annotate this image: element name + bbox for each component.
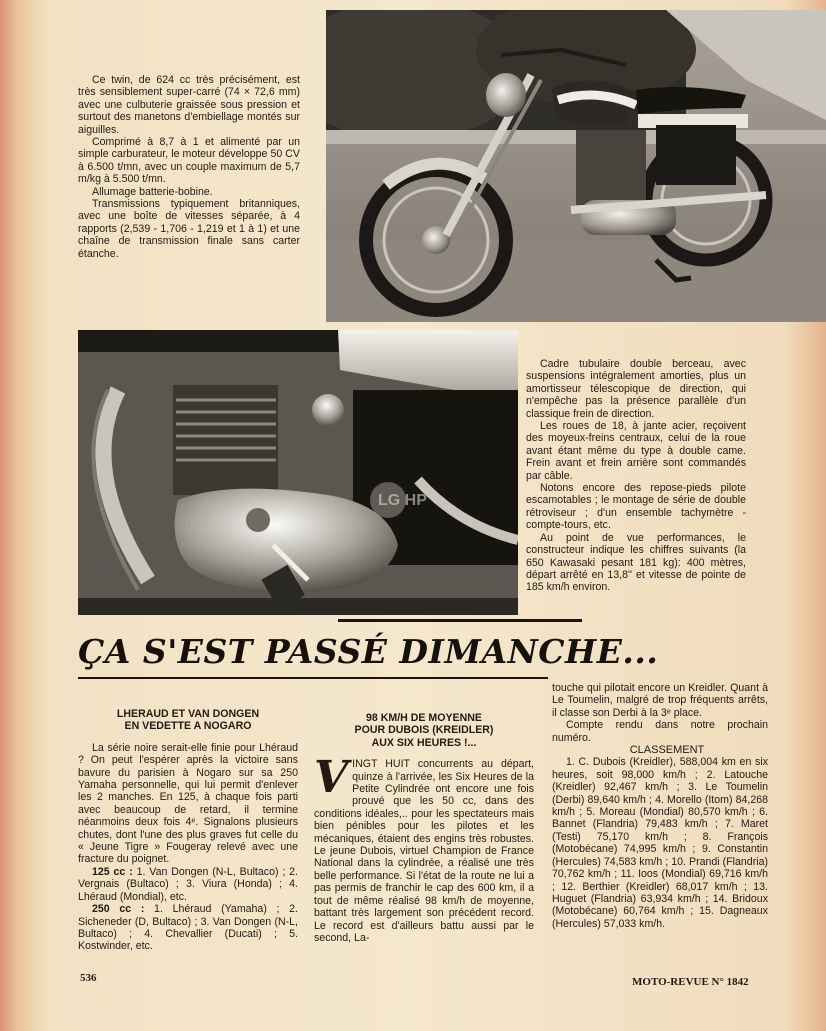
engine-photo xyxy=(78,330,518,615)
six-heures-paragraph xyxy=(314,752,534,944)
engine-illustration xyxy=(78,330,518,615)
watermark-text: LG HP xyxy=(378,492,427,509)
six-heures-heading-line1: 98 KM/H DE MOYENNE xyxy=(366,712,482,724)
results-125-list: 1. Van Dongen (N-L, Bultaco) ; 2. Vergnais (Bultaco) ; 3. Viura (Honda) ; 4. Lhéraud (Mondial), etc. xyxy=(78,865,299,903)
page-number: 536 xyxy=(80,972,97,984)
headline-underline xyxy=(78,677,548,679)
continuation-paragraph: touche qui pilotait encore un Kreidler. Quant à Le Toumelin, malgré de trop fréquents arrêts, il classe son Derbi à la 3ᵉ place. xyxy=(552,682,768,719)
results-250 xyxy=(78,903,298,953)
frame-paragraph: Notons encore des repose-pieds pilote escamotables ; le montage de série de double rétroviseur ; d'un ensemble tachymètre - compte-tours, etc. xyxy=(526,482,746,532)
intro-paragraph: Transmissions typiquement britanniques, avec une boîte de vitesses séparée, à 4 rapports (2,539 - 1,706 - 1,219 et 1 à 1) et une chaîne de transmission finale sans carter étanche. xyxy=(78,198,300,260)
dropcap-letter: V xyxy=(314,752,349,804)
frame-text xyxy=(526,358,746,594)
six-heures-heading xyxy=(314,712,534,749)
six-heures-text: INGT HUIT concurrents au départ, quinze à l'arrivée, les Six Heures de la Petite Cylindrée ont encore une fois prouvé que les 50 cc, dans des conditions idéales,.. pour les spectateurs mais bien pénibles pour les pilotes et les mécaniques, étaient des engins très robustes. Le jeune Dubois, virtuel Champion de France National dans la cylindrée, a réalisé une très belle performance. Si l'état de la route ne lui a pas permis de franchir le cap des 600 km, il a tout de même réalisé 98 km/h de moyenne, battant très largement son précédent record. Le record est d'ailleurs battu aussi par le second, La- xyxy=(314,758,534,944)
frame-paragraph: Au point de vue performances, le constructeur indique les chiffres suivants (la 650 Kawasaki pesant 181 kg): 400 mètres, départ arrêté en 13,8'' et vitesse de pointe de 185 km/h environ. xyxy=(526,531,746,594)
intro-text xyxy=(78,74,300,260)
results-250-list: 1. Lhéraud (Yamaha) ; 2. Sicheneder (D, Bultaco) ; 3. Van Dongen (N-L, Bultaco) ; 4. Chevallier (Ducati) ; 5. Kostwinder, etc. xyxy=(78,903,298,953)
results-125-label: 125 cc : xyxy=(92,865,133,878)
intro-paragraph: Ce twin, de 624 cc très précisément, est très sensiblement super-carré (74 × 72,6 mm) avec une culbuterie graissée sous pression et surtout des manetons d'embiellage montés sur aiguilles. xyxy=(78,74,300,136)
motorcycle-illustration xyxy=(326,10,826,322)
results-125 xyxy=(78,866,298,903)
six-heures-heading-line2: POUR DUBOIS (KREIDLER) xyxy=(354,724,494,737)
nogaro-paragraph: La série noire serait-elle finie pour Lhéraud ? On peut l'espérer après la victoire sans bavure du parisien à Nogaro sur sa 250 Yamaha personnelle, qui lui permit d'enlever les 2 manches. En 125, à chaque fois parti avec beaucoup de retard, il termine néanmoins deux fois 4ᵉ. Signalons plusieurs chutes, dont l'une des plus graves fut celle du « Jeune Tigre » Fougeray relevé avec une fracture du poignet. xyxy=(78,741,298,866)
intro-paragraph: Allumage batterie-bobine. xyxy=(92,185,213,198)
headline-rule xyxy=(338,619,582,622)
nogaro-heading-line1: LHERAUD ET VAN DONGEN xyxy=(116,708,260,720)
article-nogaro xyxy=(78,708,298,953)
nogaro-heading xyxy=(78,708,298,733)
report-note: Compte rendu dans notre prochain numéro. xyxy=(552,719,768,744)
six-heures-heading-line3: AUX SIX HEURES !... xyxy=(371,736,477,749)
results-250-label: 250 cc : xyxy=(92,903,145,916)
article-classement xyxy=(552,682,768,930)
article-six-heures xyxy=(314,712,534,944)
classement-list: 1. C. Dubois (Kreidler), 588,004 km en six heures, soit 98,000 km/h ; 2. Latouche (Kreidler) 92,467 km/h ; 3. Le Toumelin (Derbi) 89,640 km/h ; 4. Morello (Itom) 84,268 km/h ; 5. Moreau (Mondial) 80,570 km/h ; 6. Bannet (Flandria) 79,483 km/h ; 7. Maret (Testi) 75,170 km/h ; 8. François (Motobécane) 74,995 km/h ; 9. Constantin (Hercules) 74,583 km/h ; 10. Prandi (Flandria) 70,762 km/h ; 11. Ioos (Mondial) 69,716 km/h ; 12. Berthier (Kreidler) 68,017 km/h ; 13. Huguet (Flandria) 63,934 km/h ; 14. Bridoux (Motobécane) 60,764 km/h ; 15. Dagneaux (Hercules) 57,033 km/h. xyxy=(552,756,768,930)
section-headline: ÇA S'EST PASSÉ DIMANCHE... xyxy=(78,632,659,671)
classement-title: CLASSEMENT xyxy=(629,744,705,757)
intro-paragraph: Comprimé à 8,7 à 1 et alimenté par un simple carburateur, le moteur développe 50 CV à 6.500 t/mn, avec un couple maximum de 5,7 m/kg à 5.500 t/mn. xyxy=(78,136,300,186)
frame-paragraph: Les roues de 18, à jante acier, reçoivent des moyeux-freins centraux, celui de la roue avant étant même du type à double came. Frein avant et frein arrière sont commandés par câble. xyxy=(526,420,746,482)
motorcycle-photo xyxy=(326,10,826,322)
magazine-footer: MOTO-REVUE N° 1842 xyxy=(632,976,749,988)
nogaro-heading-line2: EN VEDETTE A NOGARO xyxy=(124,720,252,733)
frame-paragraph: Cadre tubulaire double berceau, avec suspensions intégralement amorties, plus un amortisseur télescopique de direction, qui n'empêche pas la présence parallèle d'un classique frein de direction. xyxy=(526,358,746,420)
